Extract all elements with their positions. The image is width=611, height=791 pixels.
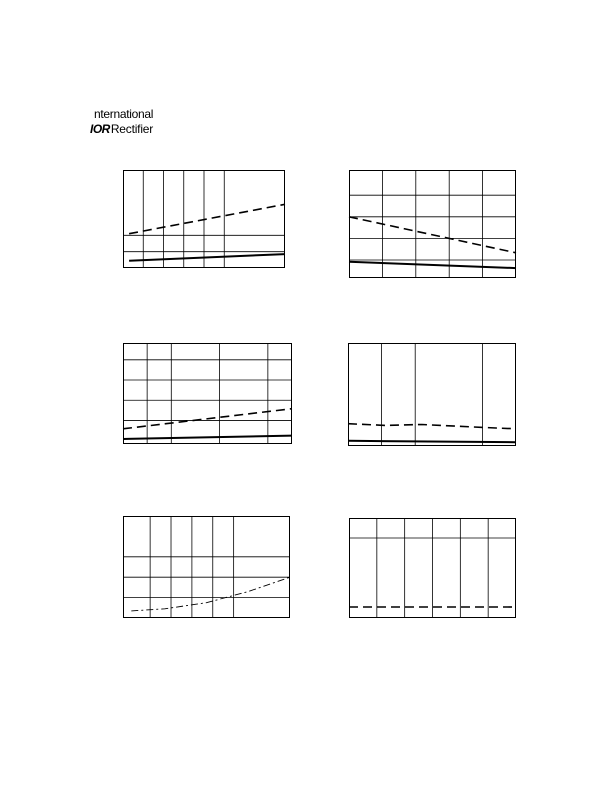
chart-1 <box>123 170 285 268</box>
series-line-1 <box>349 217 516 253</box>
chart-2 <box>349 170 516 278</box>
chart-6 <box>349 518 516 618</box>
plot-frame <box>349 344 516 446</box>
plot-frame <box>350 171 516 278</box>
series-line-2 <box>123 436 292 439</box>
brand-logo <box>90 107 170 139</box>
series-line-1 <box>123 409 292 429</box>
brand-rectifier-text: Rectifier <box>110 122 154 136</box>
chart-3 <box>123 343 292 444</box>
chart-4 <box>348 343 516 446</box>
series-line-2 <box>348 441 516 442</box>
series-line-2 <box>129 254 285 261</box>
series-line-1 <box>129 204 285 233</box>
ior-logo-mark: IOR <box>90 122 110 136</box>
brand-name-line2 <box>90 122 153 136</box>
plot-frame <box>124 344 292 444</box>
brand-name-line1: nternational <box>94 107 154 121</box>
series-line-2 <box>349 262 516 268</box>
chart-5 <box>123 516 290 618</box>
series-line-1 <box>131 577 290 611</box>
series-line-1 <box>348 424 516 429</box>
